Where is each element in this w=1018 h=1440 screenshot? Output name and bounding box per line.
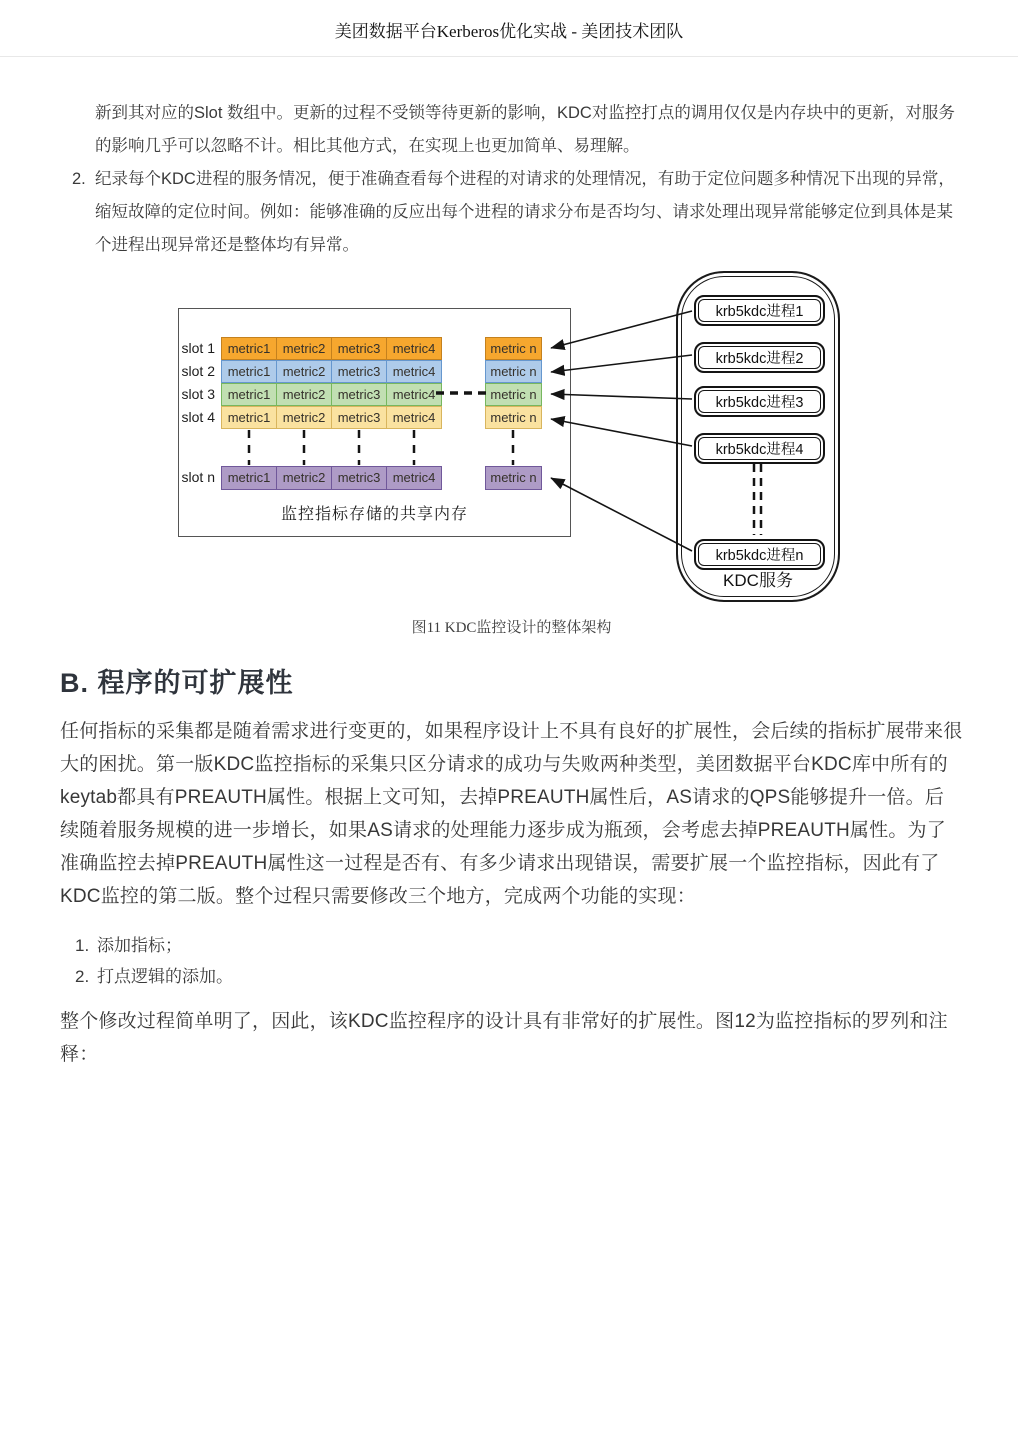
kdc-service-container	[676, 271, 840, 602]
slot-label: slot 1	[181, 340, 215, 356]
slot-row	[180, 337, 542, 360]
metric-cell: metric4	[386, 466, 442, 490]
shared-memory-caption: 监控指标存储的共享内存	[280, 506, 468, 523]
slot-label: slot 4	[181, 409, 215, 425]
kdc-process-box: krb5kdc进程3	[694, 386, 825, 417]
metric-cell: metric2	[276, 383, 332, 406]
kdc-process-box: krb5kdc进程4	[694, 433, 825, 464]
metric-cell: metric4	[386, 406, 442, 429]
slot-table	[180, 337, 542, 490]
section-ordered-list	[60, 930, 963, 992]
slot-label: slot 2	[181, 363, 215, 379]
metric-cell: metric2	[276, 466, 332, 490]
list-item-2-text: 纪录每个KDC进程的服务情况，便于准确查看每个进程的对请求的处理情况，有助于定位问题多种情况下出现的异常，缩短故障的定位时间。例如：能够准确的反应出每个进程的请求分布是否均匀、请求处理出现异常能够定位到具体是某个进程出现异常还是整体均有异常。	[95, 170, 955, 254]
metric-n-cell: metric n	[485, 337, 542, 360]
metric-cell: metric4	[386, 337, 442, 360]
list-item-marker: 1.	[75, 936, 90, 955]
metric-n-cell: metric n	[485, 360, 542, 383]
metric-cell: metric1	[221, 360, 277, 383]
metric-cell: metric3	[331, 337, 387, 360]
metric-cell: metric1	[221, 406, 277, 429]
kdc-service-label: KDC服务	[723, 571, 793, 590]
list-item-text: 打点逻辑的添加。	[97, 967, 233, 986]
metric-cell: metric3	[331, 383, 387, 406]
kdc-process-box: krb5kdc进程1	[694, 295, 825, 326]
slot-row-gap	[442, 383, 485, 406]
metric-cell: metric1	[221, 466, 277, 490]
slot-row-n	[180, 466, 542, 490]
metric-cell: metric4	[386, 360, 442, 383]
page-header	[0, 0, 1018, 57]
metric-cell: metric3	[331, 360, 387, 383]
list-item-2	[60, 163, 963, 262]
list-item-2-marker: 2.	[72, 170, 86, 188]
page-title: 美团数据平台Kerberos优化实战 - 美团技术团队	[334, 22, 684, 41]
metric-cell: metric1	[221, 383, 277, 406]
metric-n-cell: metric n	[485, 383, 542, 406]
kdc-process-box: krb5kdc进程2	[694, 342, 825, 373]
slot-row-gap	[442, 360, 485, 383]
slot-row	[180, 383, 542, 406]
slot-row-gap	[442, 466, 485, 490]
slot-row-gap	[442, 406, 485, 429]
metric-cell: metric3	[331, 406, 387, 429]
kdc-process-box: krb5kdc进程n	[694, 539, 825, 570]
list-item-1-text: 新到其对应的Slot 数组中。更新的过程不受锁等待更新的影响，KDC对监控打点的调用仅仅是内存块中的更新，对服务的影响几乎可以忽略不计。相比其他方式，在实现上也更加简单、易理解。	[95, 104, 955, 155]
list-item	[60, 961, 963, 992]
intro-ordered-list	[60, 97, 963, 262]
section-paragraph-2: 整个修改过程简单明了，因此，该KDC监控程序的设计具有非常好的扩展性。图12为监控指标的罗列和注释：	[60, 1011, 948, 1065]
slot-row	[180, 360, 542, 383]
list-item-marker: 2.	[75, 967, 90, 986]
metric-cell: metric4	[386, 383, 442, 406]
article-body	[0, 97, 1018, 1071]
list-item-1-continuation	[60, 97, 963, 163]
metric-cell: metric3	[331, 466, 387, 490]
metric-cell: metric2	[276, 406, 332, 429]
slot-row-gap	[442, 337, 485, 360]
slot-row	[180, 406, 542, 429]
metric-n-cell: metric n	[485, 466, 542, 490]
section-heading: B. 程序的可扩展性	[60, 668, 294, 698]
section-paragraph-1: 任何指标的采集都是随着需求进行变更的，如果程序设计上不具有良好的扩展性，会后续的指标扩展带来很大的困扰。第一版KDC监控指标的采集只区分请求的成功与失败两种类型，美团数据平台KDC库中所有的keytab都具有PREAUTH属性。根据上文可知，去掉PREAUTH属性后，AS请求的QPS能够提升一倍。后续随着服务规模的进一步增长，如果AS请求的处理能力逐步成为瓶颈，会考虑去掉PREAUTH属性。为了准确监控去掉PREAUTH属性这一过程是否有、有多少请求出现错误，需要扩展一个监控指标，因此有了KDC监控的第二版。整个过程只需要修改三个地方，完成两个功能的实现：	[60, 721, 963, 907]
figure-caption: 图11 KDC监控设计的整体架构	[411, 620, 612, 636]
kdc-architecture-diagram	[0, 262, 1018, 607]
list-item	[60, 930, 963, 961]
metric-cell: metric2	[276, 337, 332, 360]
slot-label: slot 3	[181, 386, 215, 402]
list-item-text: 添加指标；	[97, 936, 182, 955]
slot-label: slot n	[181, 469, 215, 485]
metric-n-cell: metric n	[485, 406, 542, 429]
metric-cell: metric2	[276, 360, 332, 383]
metric-cell: metric1	[221, 337, 277, 360]
